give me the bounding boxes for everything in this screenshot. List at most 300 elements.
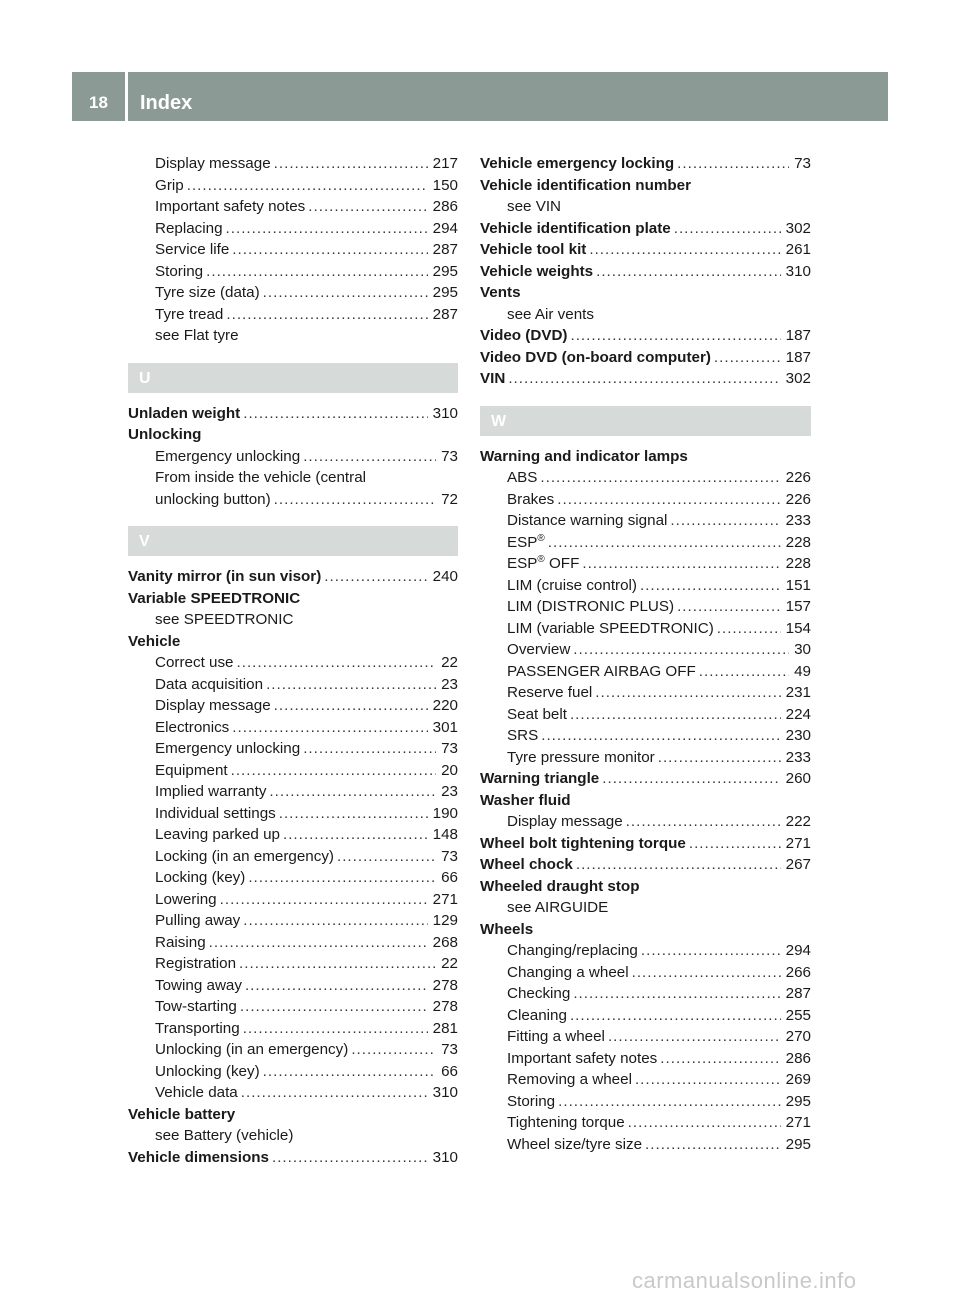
leader-dots [220,889,428,911]
leader-dots [635,1069,781,1091]
watermark: carmanualsonline.info [632,1268,857,1293]
index-subentry [128,717,458,739]
entry-label: Warning and indicator lamps [480,447,688,465]
index-entry [480,833,811,855]
entry-label: Unlocking (in an emergency) [155,1041,349,1058]
index-subentry [128,932,458,954]
entry-page-number: 294 [785,942,811,959]
index-subentry [480,596,811,618]
entry-page-number: 151 [785,576,811,594]
index-subentry [128,304,458,326]
index-subentry [128,781,458,803]
index-subentry [480,1134,811,1156]
leader-dots [187,175,428,197]
entry-page-number: 255 [785,1006,811,1024]
entry-label: Brakes [507,490,555,508]
entry-page-number: 302 [785,370,811,387]
index-subentry [128,1125,458,1147]
index-subentry [480,639,811,661]
entry-page-number: 73 [441,847,458,865]
leader-dots [658,747,781,769]
entry-page-number: 72 [441,490,458,508]
index-subentry [480,553,811,575]
leader-dots [570,1005,781,1027]
entry-page-number: 150 [432,176,458,194]
index-subentry [128,175,458,197]
registered-mark: ® [537,553,545,565]
page-number: 18 [89,93,108,112]
entry-page-number: 187 [785,348,811,366]
index-subentry [128,325,458,347]
section-title: Index [140,92,193,114]
entry-page-number: 23 [441,675,458,693]
leader-dots [232,239,427,261]
entry-page-number: 295 [432,262,458,280]
entry-label: Wheel chock [480,856,573,873]
entry-label: SRS [507,727,539,744]
entry-label: Vehicle battery [128,1105,236,1123]
entry-page-number: 23 [441,783,458,800]
index-subentry [128,760,458,782]
index-subentry [128,446,458,468]
index-subentry [480,940,811,962]
entry-page-number: 287 [785,985,811,1002]
leader-dots [266,674,436,696]
entry-page-number: 286 [432,198,458,215]
index-subentry [128,467,458,489]
entry-label: see Battery (vehicle) [155,1127,294,1144]
index-subentry [480,1112,811,1134]
entry-label: Wheeled draught stop [480,877,640,895]
entry-label: Vehicle data [155,1084,238,1101]
index-subentry [480,1005,811,1027]
index-subentry [480,304,811,326]
entry-label: see VIN [507,198,562,215]
index-entry [480,261,811,283]
entry-page-number: 310 [432,1084,458,1101]
entry-page-number: 287 [432,241,458,258]
entry-label: Display message [507,813,623,830]
index-entry [480,368,811,390]
entry-label: ESP® [507,532,545,551]
index-subentry [128,975,458,997]
entry-label: Storing [155,262,204,280]
leader-dots [548,532,781,554]
leader-dots [632,962,781,984]
leader-dots [608,1026,781,1048]
entry-label: Pulling away [155,912,241,929]
entry-page-number: 302 [785,219,811,237]
entry-label: LIM (DISTRONIC PLUS) [507,598,675,615]
index-subentry [128,196,458,218]
index-subentry [128,153,458,175]
leader-dots [689,833,781,855]
leader-dots [337,846,436,868]
index-entry [480,325,811,347]
entry-label: LIM (cruise control) [507,576,637,594]
index-letter-heading: W [480,406,811,436]
index-subentry [128,953,458,975]
entry-label: Changing a wheel [507,963,629,981]
entry-page-number: 268 [432,933,458,951]
leader-dots [557,489,780,511]
entry-page-number: 49 [794,662,811,680]
leader-dots [640,575,781,597]
entry-label: From inside the vehicle (central [155,469,367,486]
entry-label: Transporting [155,1019,240,1037]
entry-label: PASSENGER AIRBAG OFF [507,662,696,680]
entry-label: Vehicle identification plate [480,219,671,237]
entry-label: Vehicle emergency locking [480,155,675,172]
entry-label: Service life [155,241,230,258]
index-subentry [128,910,458,932]
entry-label: ESP® OFF [507,553,580,572]
index-subentry [480,467,811,489]
entry-page-number: 310 [432,1148,458,1166]
leader-dots [239,953,436,975]
entry-page-number: 226 [785,490,811,508]
leader-dots [674,218,781,240]
index-entry [128,566,458,588]
entry-label: see AIRGUIDE [507,899,609,916]
index-entry [480,239,811,261]
entry-label: Tightening torque [507,1114,625,1131]
leader-dots [263,282,428,304]
index-subentry [128,996,458,1018]
index-subentry [480,618,811,640]
entry-page-number: 281 [432,1019,458,1037]
leader-dots [641,940,781,962]
index-subentry [480,1069,811,1091]
index-entry [480,282,811,304]
entry-page-number: 66 [441,1062,458,1080]
index-subentry [128,824,458,846]
entry-page-number: 226 [785,469,811,486]
entry-label: see SPEEDTRONIC [155,611,294,628]
entry-page-number: 271 [785,834,811,852]
entry-page-number: 190 [432,804,458,822]
index-subentry [128,674,458,696]
index-subentry [480,1048,811,1070]
index-subentry [480,196,811,218]
index-subentry [128,1018,458,1040]
entry-label: Reserve fuel [507,684,593,701]
entry-label: Locking (key) [155,869,246,886]
index-letter-heading: U [128,363,458,393]
index-entry [128,1104,458,1126]
entry-page-number: 222 [785,813,811,830]
index-subentry [480,661,811,683]
entry-page-number: 187 [785,327,811,344]
entry-label: Tyre tread [155,305,224,323]
leader-dots [576,854,781,876]
entry-label: Important safety notes [155,198,306,215]
index-entry [480,768,811,790]
leader-dots [573,983,780,1005]
leader-dots [699,661,789,683]
entry-label: Implied warranty [155,783,267,800]
leader-dots [570,704,781,726]
leader-dots [279,803,428,825]
index-subentry [128,218,458,240]
entry-label: Data acquisition [155,675,264,693]
leader-dots [677,153,789,175]
index-column-right [480,153,811,1155]
leader-dots [269,781,436,803]
index-entry [480,919,811,941]
entry-label: Checking [507,985,571,1002]
index-subentry [128,803,458,825]
entry-label: see Air vents [507,305,594,323]
index-entry [480,876,811,898]
entry-label: Equipment [155,761,228,779]
leader-dots [240,996,428,1018]
leader-dots [209,932,428,954]
leader-dots [582,553,780,575]
entry-label: Vehicle [128,632,181,650]
entry-page-number: 260 [785,770,811,787]
entry-page-number: 228 [785,533,811,551]
entry-page-number: 295 [785,1135,811,1153]
index-entry [128,588,458,610]
index-subentry [128,282,458,304]
entry-label: VIN [480,370,506,387]
entry-page-number: 73 [441,740,458,757]
entry-page-number: 231 [785,684,811,701]
index-entry [128,1147,458,1169]
entry-label: Vanity mirror (in sun visor) [128,568,322,585]
entry-page-number: 220 [432,697,458,714]
entry-page-number: 73 [794,155,811,172]
entry-label: Leaving parked up [155,826,280,843]
index-column-left [128,153,458,1168]
index-subentry [480,962,811,984]
index-entry [128,403,458,425]
leader-dots [540,467,780,489]
entry-page-number: 228 [785,555,811,572]
entry-page-number: 269 [785,1071,811,1088]
index-subentry [128,489,458,511]
index-subentry [128,867,458,889]
leader-dots [237,652,437,674]
entry-page-number: 240 [432,568,458,585]
leader-dots [351,1039,436,1061]
entry-label: Video (DVD) [480,327,568,344]
entry-page-number: 157 [785,598,811,615]
entry-page-number: 271 [785,1114,811,1131]
entry-label: see Flat tyre [155,327,239,344]
entry-label: Wheels [480,920,534,938]
leader-dots [231,760,436,782]
entry-page-number: 30 [794,641,811,658]
entry-page-number: 295 [432,284,458,301]
entry-label: Display message [155,697,271,714]
leader-dots [206,261,428,283]
index-subentry [128,1061,458,1083]
entry-label: Vehicle tool kit [480,241,587,258]
leader-dots [272,1147,428,1169]
leader-dots [595,682,780,704]
leader-dots [324,566,427,588]
entry-label: Wheel size/tyre size [507,1135,643,1153]
index-subentry [128,239,458,261]
entry-label: Locking (in an emergency) [155,847,334,865]
index-subentry [128,846,458,868]
entry-label: Tow-starting [155,998,237,1015]
leader-dots [303,446,436,468]
entry-label: Grip [155,176,184,194]
entry-label: Warning triangle [480,770,600,787]
leader-dots [573,639,789,661]
leader-dots [570,325,780,347]
entry-label: Vehicle weights [480,262,594,280]
entry-label: Emergency unlocking [155,447,301,465]
entry-label: Electronics [155,718,230,736]
index-subentry [480,983,811,1005]
entry-label: Removing a wheel [507,1071,632,1088]
leader-dots [677,596,781,618]
entry-label: Storing [507,1092,556,1110]
entry-page-number: 286 [785,1049,811,1067]
leader-dots [274,695,428,717]
index-subentry [480,1026,811,1048]
entry-page-number: 310 [432,404,458,422]
index-subentry [480,747,811,769]
leader-dots [241,1082,428,1104]
leader-dots [670,510,780,532]
entry-page-number: 217 [432,155,458,172]
index-subentry [480,575,811,597]
entry-page-number: 22 [441,654,458,671]
index-subentry [480,811,811,833]
index-entry [128,424,458,446]
leader-dots [508,368,780,390]
leader-dots [226,218,428,240]
index-entry [480,218,811,240]
index-subentry [128,738,458,760]
entry-label: Unlocking (key) [155,1062,260,1080]
index-subentry [480,532,811,554]
index-subentry [480,725,811,747]
leader-dots [626,811,781,833]
entry-label: Vents [480,284,521,301]
leader-dots [232,717,427,739]
leader-dots [541,725,780,747]
entry-label: Variable SPEEDTRONIC [128,589,301,607]
entry-page-number: 66 [441,869,458,886]
entry-label: Registration [155,955,237,972]
leader-dots [660,1048,780,1070]
entry-label: Emergency unlocking [155,740,301,757]
leader-dots [245,975,428,997]
entry-label: Video DVD (on-board computer) [480,348,711,366]
entry-page-number: 233 [785,748,811,766]
index-subentry [480,704,811,726]
entry-page-number: 271 [432,890,458,908]
index-entry [480,854,811,876]
index-subentry [128,1082,458,1104]
entry-page-number: 310 [785,262,811,280]
entry-page-number: 233 [785,512,811,529]
entry-label: Tyre size (data) [155,284,260,301]
leader-dots [243,403,427,425]
entry-label: Towing away [155,976,242,994]
header-divider [125,72,128,121]
entry-page-number: 278 [432,976,458,994]
entry-label: LIM (variable SPEEDTRONIC) [507,619,714,637]
index-subentry [128,889,458,911]
entry-label: Distance warning signal [507,512,668,529]
leader-dots [263,1061,436,1083]
entry-label: Overview [507,641,571,658]
entry-label: Display message [155,155,271,172]
leader-dots [558,1091,781,1113]
entry-page-number: 295 [785,1092,811,1110]
index-entry [480,790,811,812]
entry-label: Individual settings [155,804,276,822]
entry-page-number: 294 [432,219,458,237]
leader-dots [628,1112,781,1134]
leader-dots [243,910,427,932]
leader-dots [589,239,780,261]
index-subentry [128,261,458,283]
entry-page-number: 20 [441,761,458,779]
entry-page-number: 22 [441,955,458,972]
entry-label: Cleaning [507,1006,567,1024]
leader-dots [714,347,781,369]
index-entry [480,347,811,369]
entry-page-number: 73 [441,447,458,465]
leader-dots [303,738,436,760]
entry-label: Fitting a wheel [507,1028,605,1045]
index-entry [128,631,458,653]
index-letter-heading: V [128,526,458,556]
page-header [72,72,888,121]
entry-label: Washer fluid [480,791,571,809]
entry-label: Unladen weight [128,404,241,422]
entry-label: Unlocking [128,426,202,443]
index-subentry [128,695,458,717]
leader-dots [283,824,428,846]
index-subentry [480,682,811,704]
index-entry [480,153,811,175]
index-subentry [480,510,811,532]
entry-label: Raising [155,933,206,951]
leader-dots [243,1018,428,1040]
index-subentry [128,652,458,674]
entry-label: unlocking button) [155,490,271,508]
entry-page-number: 129 [432,912,458,929]
leader-dots [248,867,436,889]
leader-dots [717,618,781,640]
entry-page-number: 73 [441,1041,458,1058]
entry-page-number: 261 [785,241,811,258]
entry-label: Changing/replacing [507,942,638,959]
index-subentry [128,1039,458,1061]
entry-label: Vehicle identification number [480,176,691,194]
entry-page-number: 301 [432,718,458,736]
entry-label: Seat belt [507,705,567,723]
entry-page-number: 270 [785,1028,811,1045]
leader-dots [596,261,781,283]
index-subentry [128,609,458,631]
registered-mark: ® [537,532,545,544]
index-subentry [480,489,811,511]
leader-dots [308,196,427,218]
entry-page-number: 230 [785,727,811,744]
index-subentry [480,897,811,919]
leader-dots [274,489,436,511]
